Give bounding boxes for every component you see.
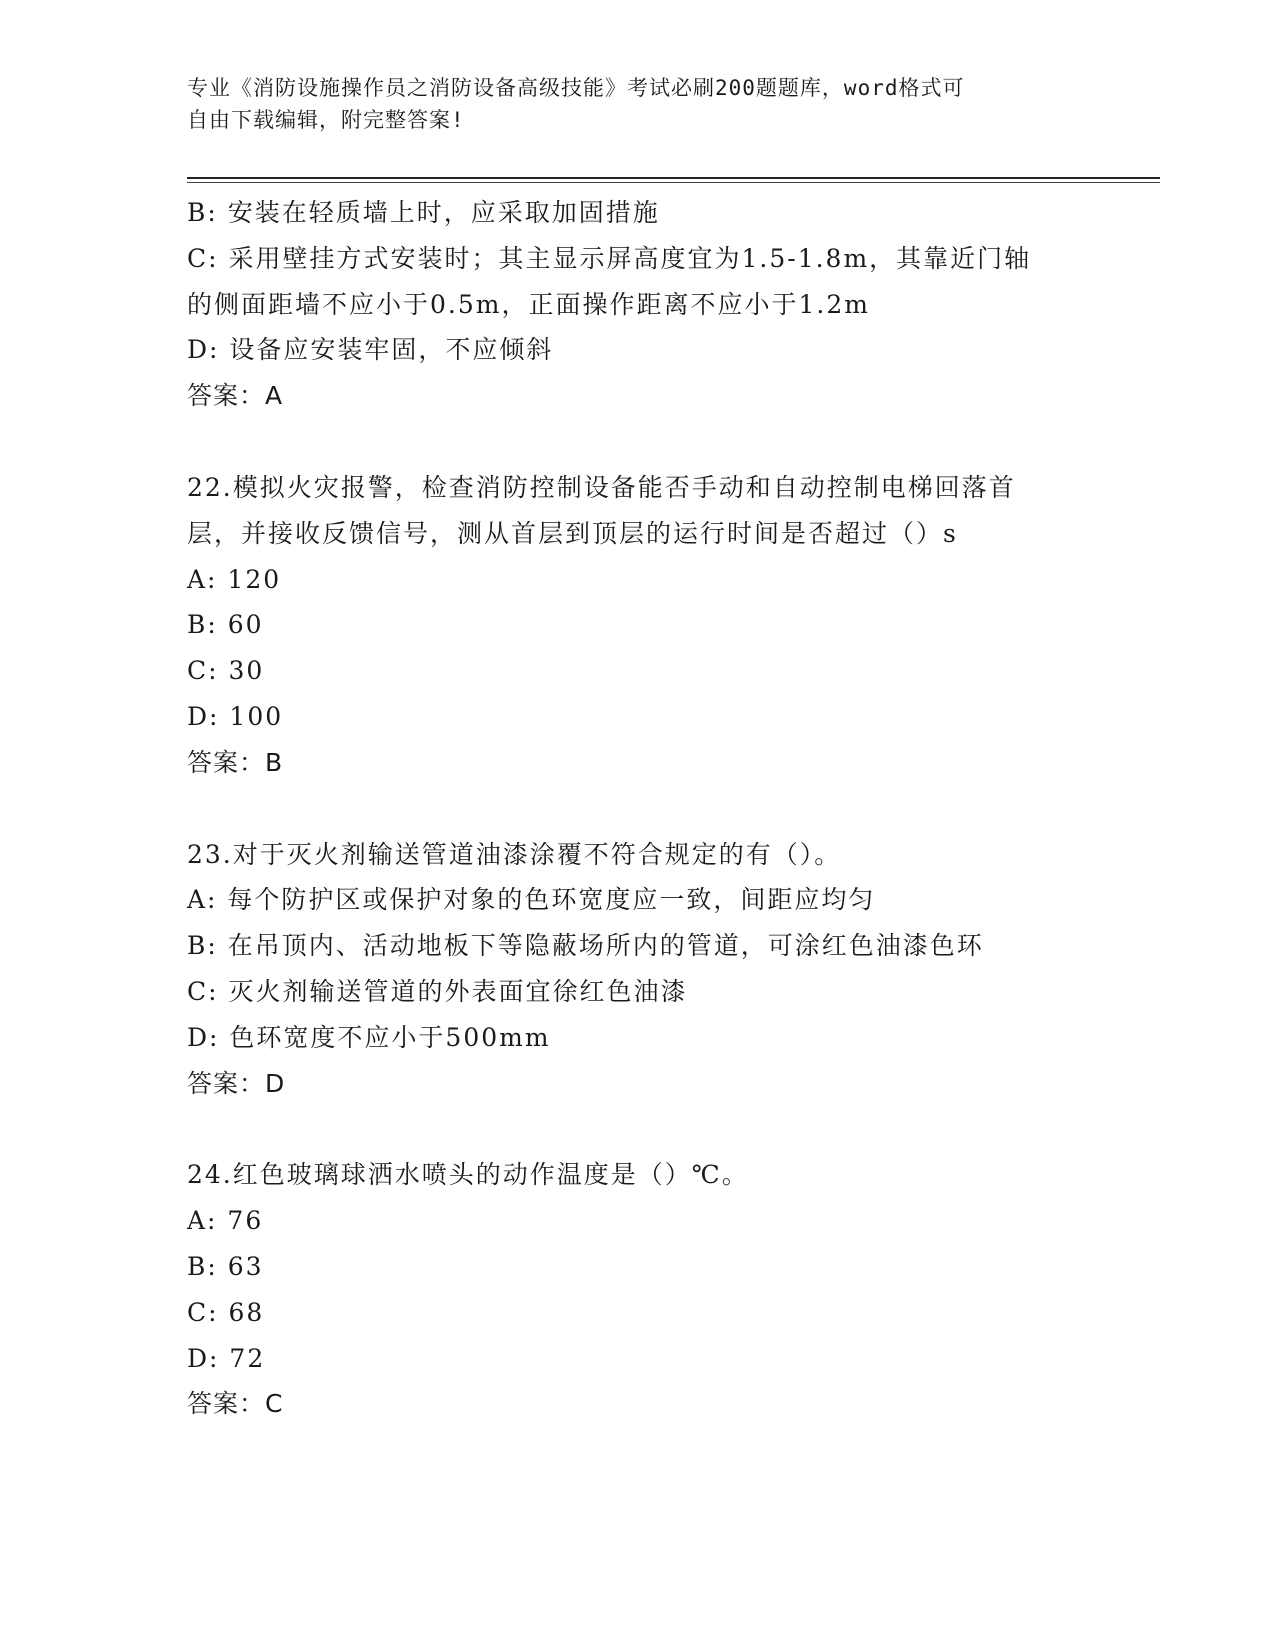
option-d: D: 设备应安装牢固，不应倾斜 (187, 335, 554, 365)
question-24 (187, 1152, 1087, 1427)
option-a: A: 120 (187, 564, 282, 594)
option-c: C: 68 (187, 1297, 265, 1327)
option-c: C: 灭火剂输送管道的外表面宜徐红色油漆 (187, 976, 688, 1006)
header-divider-thin (187, 182, 1160, 183)
answer-line: 答案：B (187, 747, 284, 777)
option-d: D: 色环宽度不应小于500mm (187, 1022, 551, 1052)
option-b: B: 安装在轻质墙上时，应采取加固措施 (187, 198, 660, 227)
header-line-2: 自由下载编辑，附完整答案! (187, 108, 465, 132)
answer-line: 答案：D (187, 1068, 286, 1098)
page-header (187, 72, 1087, 136)
question-22 (187, 465, 1087, 786)
option-c: C: 30 (187, 656, 265, 686)
option-b: B: 在吊顶内、活动地板下等隐蔽场所内的管道，可涂红色油漆色环 (187, 931, 984, 961)
header-divider-thick (187, 177, 1160, 179)
option-d: D: 72 (187, 1343, 266, 1373)
answer-line: 答案：C (187, 1389, 284, 1419)
option-c: C: 采用壁挂方式安装时；其主显示屏高度宜为1.5-1.8m，其靠近门轴 (187, 243, 1032, 273)
spacer (187, 1106, 1087, 1152)
question-stem-continued: 层，并接收反馈信号，测从首层到顶层的运行时间是否超过（）s (187, 518, 958, 548)
option-a: A: 每个防护区或保护对象的色环宽度应一致，间距应均匀 (187, 885, 876, 915)
answer-line: 答案：A (187, 381, 284, 411)
option-c-continued: 的侧面距墙不应小于0.5m，正面操作距离不应小于1.2m (187, 289, 870, 319)
question-21-continued (187, 190, 1087, 419)
option-b: B: 60 (187, 610, 264, 640)
document-body (187, 190, 1087, 1427)
spacer (187, 419, 1087, 465)
option-b: B: 63 (187, 1251, 264, 1281)
question-stem: 23.对于灭火剂输送管道油漆涂覆不符合规定的有（）。 (187, 839, 842, 869)
spacer (187, 786, 1087, 832)
question-stem: 24.红色玻璃球洒水喷头的动作温度是（）℃。 (187, 1160, 749, 1190)
question-stem: 22.模拟火灾报警，检查消防控制设备能否手动和自动控制电梯回落首 (187, 472, 1016, 502)
option-a: A: 76 (187, 1206, 264, 1236)
question-23 (187, 832, 1087, 1107)
option-d: D: 100 (187, 701, 284, 731)
header-line-1: 专业《消防设施操作员之消防设备高级技能》考试必刷200题题库，word格式可 (187, 76, 965, 100)
